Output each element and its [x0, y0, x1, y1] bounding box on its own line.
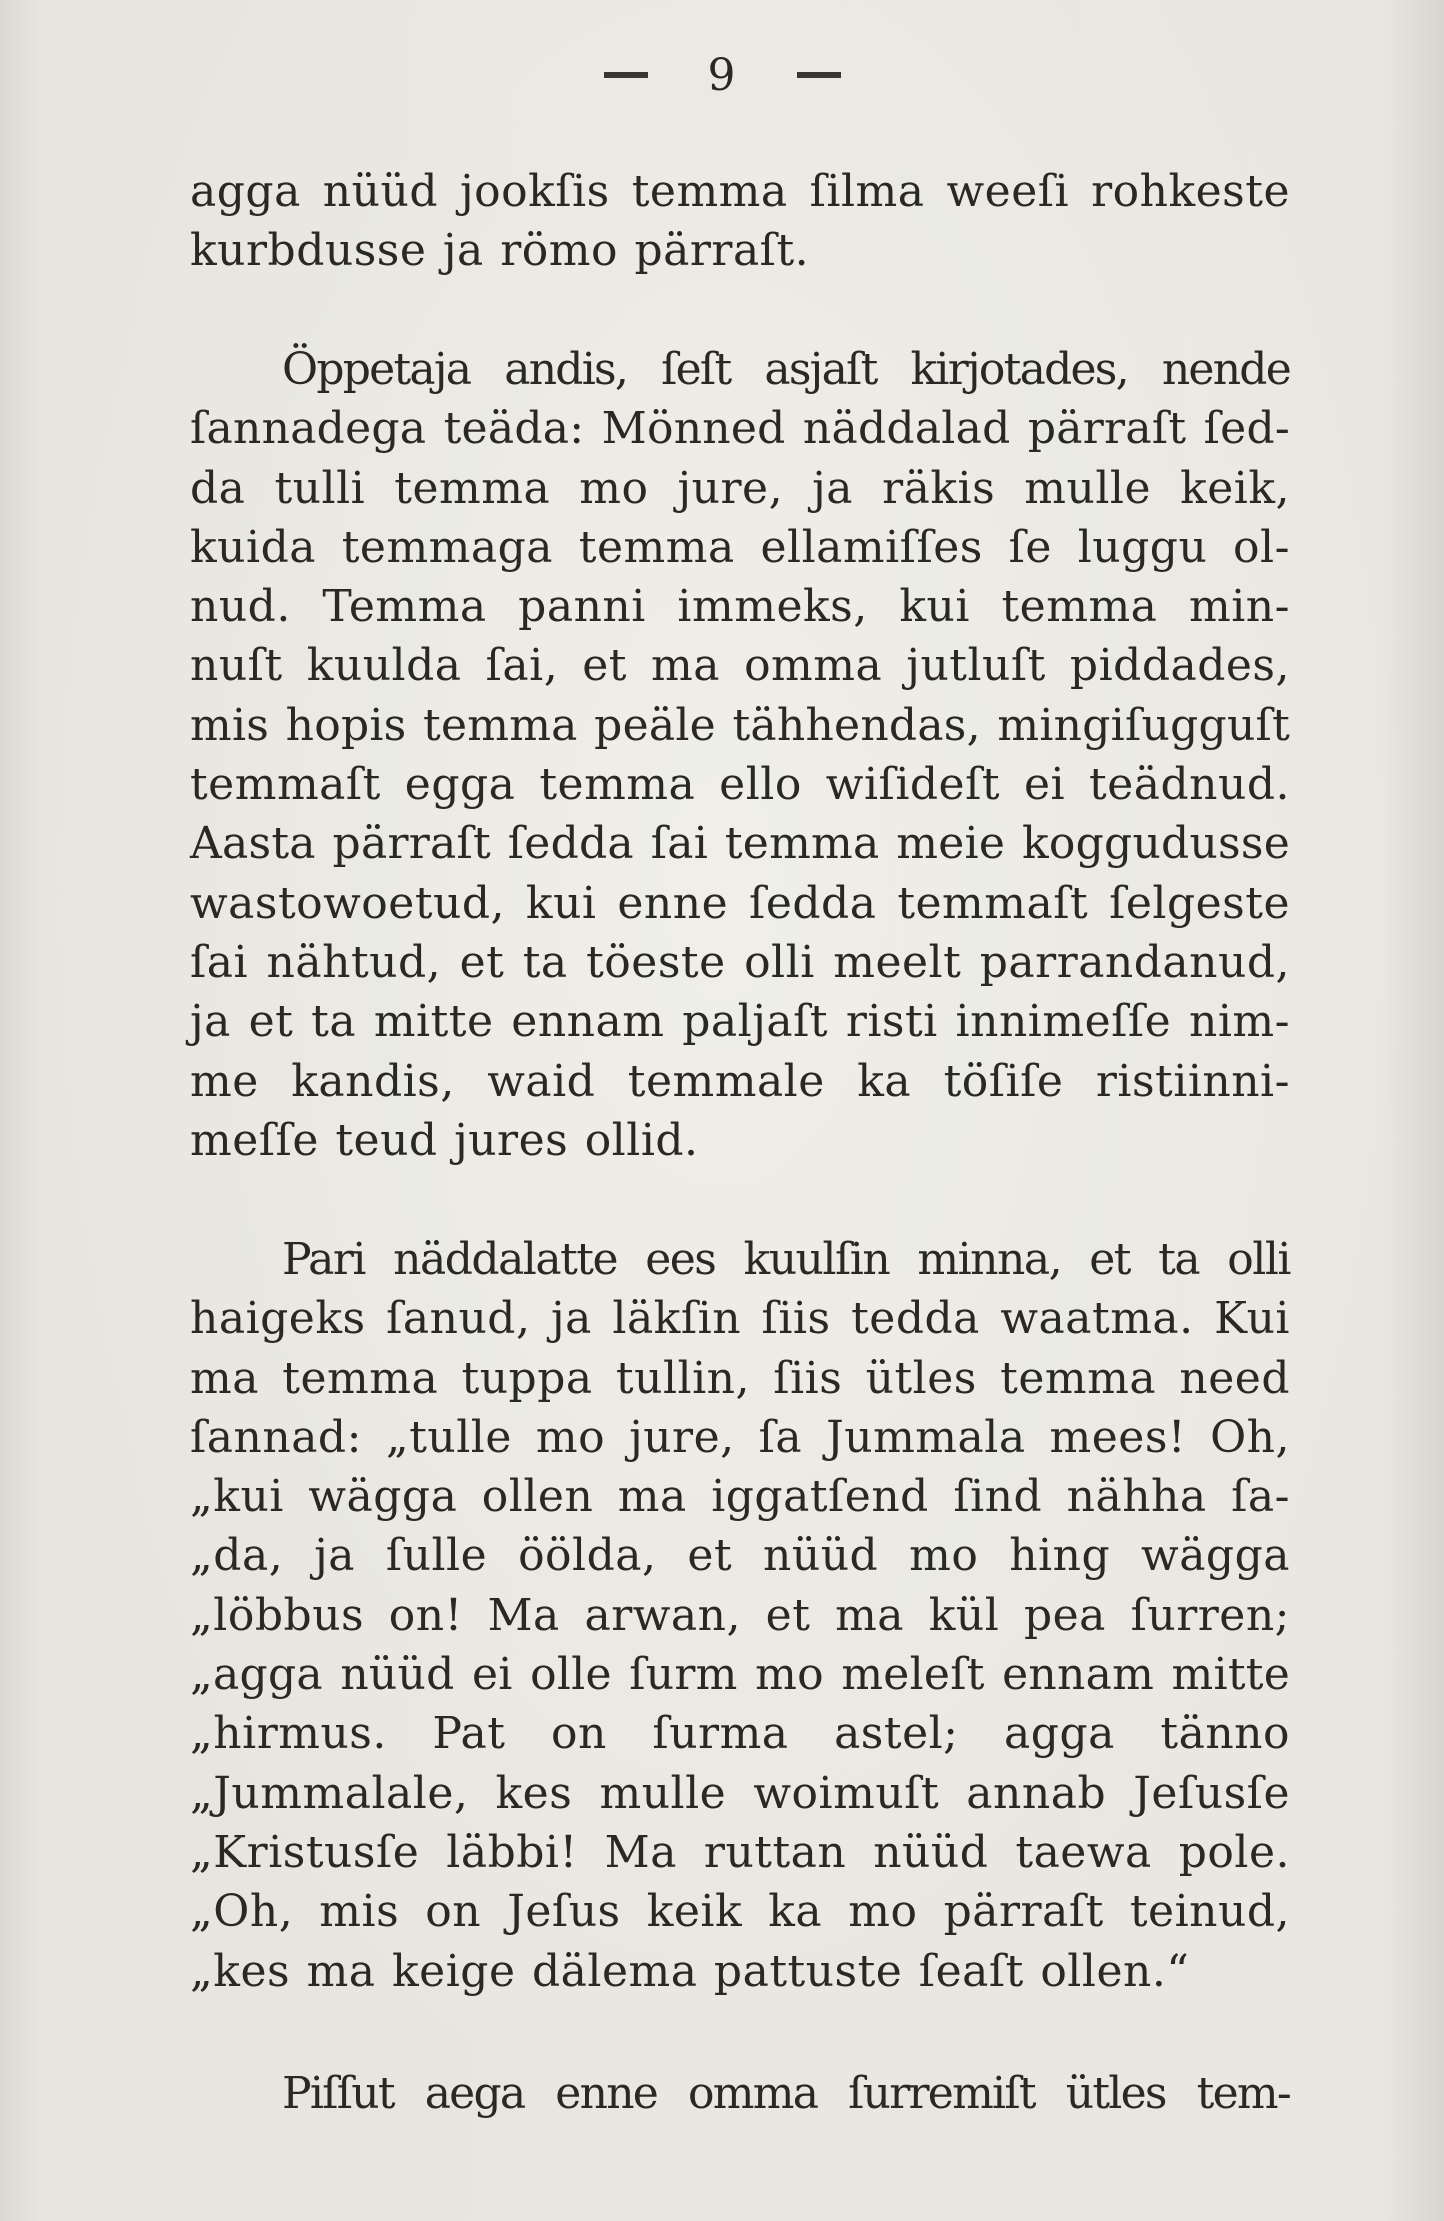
- page-header: [0, 40, 1444, 110]
- text-line: Pari näddalatte ees kuulſin minna, et ta olli: [282, 1234, 1290, 1285]
- text-line: „da, ja ſulle öölda, et nüüd mo hing wägga: [190, 1530, 1290, 1582]
- text-line: agga nüüd jookſis temma ſilma weeſi rohkeste: [190, 166, 1290, 217]
- text-line: nud. Temma panni immeks, kui temma min-: [190, 581, 1290, 633]
- text-line: haigeks ſanud, ja läkſin ſiis tedda waatma. Kui: [190, 1293, 1290, 1345]
- paragraph-3: [190, 1230, 1290, 2001]
- text-line: wastowoetud, kui enne ſedda temmaſt ſelgeste: [190, 877, 1290, 929]
- text-line: meſſe teud jures ollid.: [190, 1114, 699, 1166]
- text-line: „Oh, mis on Jeſus keik ka mo pärraſt teinud,: [190, 1886, 1290, 1938]
- text-line: „kes ma keige dälema pattuste ſeaſt ollen.“: [190, 1945, 1190, 1997]
- text-line: mis hopis temma peäle tähhendas, mingiſugguſt: [190, 699, 1290, 751]
- text-line: „hirmus. Pat on ſurma astel; agga tänno: [190, 1708, 1290, 1760]
- text-line: „kui wägga ollen ma iggatſend ſind nähha ſa-: [190, 1471, 1290, 1523]
- text-line: „Jummalale, kes mulle woimuſt annab Jeſusſe: [190, 1767, 1290, 1819]
- text-line: Aasta pärraſt ſedda ſai temma meie koggudusse: [190, 818, 1290, 870]
- text-line: temmaſt egga temma ello wiſideſt ei teädnud.: [190, 759, 1290, 811]
- text-line: nuſt kuulda ſai, et ma omma jutluſt piddades,: [190, 640, 1290, 692]
- text-line: da tulli temma mo jure, ja räkis mulle keik,: [190, 462, 1290, 514]
- text-line: ſai nähtud, et ta töeste olli meelt parrandanud,: [190, 936, 1290, 988]
- text-line: kurbdusse ja römo pärraſt.: [190, 225, 810, 277]
- text-line: me kandis, waid temmale ka töſiſe ristiinni-: [190, 1055, 1290, 1107]
- text-line: ſannadega teäda: Mönned näddalad pärraſt ſed-: [190, 403, 1290, 455]
- text-line: „Kristusſe läbbi! Ma ruttan nüüd taewa pole.: [190, 1826, 1290, 1878]
- text-line: ſannad: „tulle mo jure, ſa Jummala mees! Oh,: [190, 1411, 1290, 1463]
- paragraph-4: [190, 2064, 1290, 2123]
- text-line: kuida temmaga temma ellamiſſes ſe luggu ol-: [190, 521, 1290, 573]
- text-line: „löbbus on! Ma arwan, et ma kül pea ſurren;: [190, 1589, 1290, 1641]
- text-line: „agga nüüd ei olle ſurm mo meleſt ennam mitte: [190, 1649, 1290, 1701]
- text-line: Öppetaja andis, ſeſt asjaſt kirjotades, nende: [282, 344, 1290, 395]
- paragraph-1: [190, 162, 1290, 281]
- paragraph-2: [190, 340, 1290, 1170]
- text-line: ma temma tuppa tullin, ſiis ütles temma need: [190, 1352, 1290, 1404]
- header-dash-right: [797, 72, 841, 78]
- text-line: Piſſut aega enne omma ſurremiſt ütles tem-: [282, 2068, 1290, 2119]
- page-number: 9: [707, 49, 737, 101]
- text-line: ja et ta mitte ennam paljaſt risti innimeſſe nim-: [190, 996, 1290, 1048]
- header-dash-left: [604, 72, 648, 78]
